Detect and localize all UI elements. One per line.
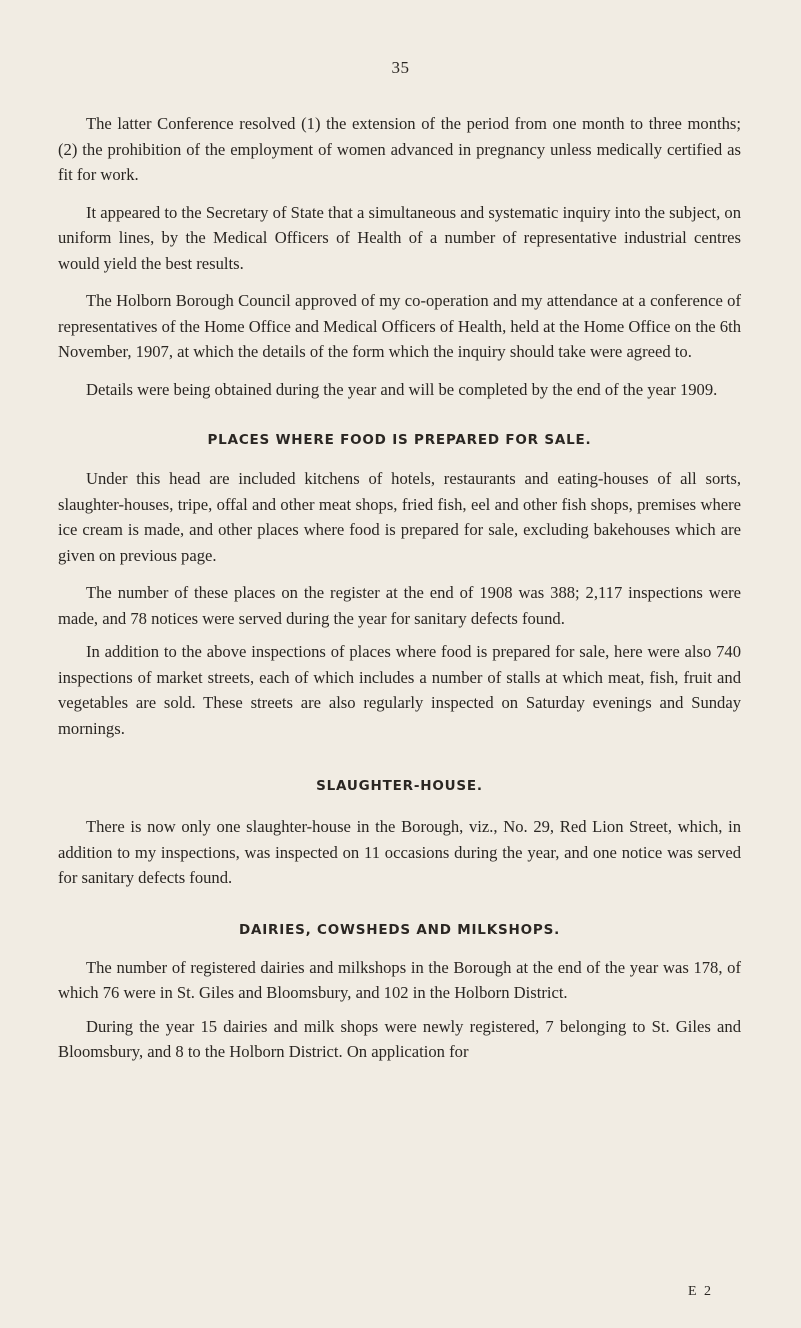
dairies-paragraph-1: The number of registered dairies and milkshops in the Borough at the end of the year was 178, of which 76 were in St. Giles and Bloomsbury, and 102 in the Holborn District. [58, 957, 741, 1002]
heading-slaughter-house: SLAUGHTER-HOUSE. [316, 778, 483, 794]
page-signature-mark: E 2 [688, 1284, 714, 1299]
slaughter-paragraph-1: There is now only one slaughter-house in the Borough, viz., No. 29, Red Lion Street, which, in addition to my inspections, was inspected on 11 occasions during the year, and one notice was served for sanitary defects found. [58, 817, 741, 887]
heading-dairies: DAIRIES, COWSHEDS AND MILKSHOPS. [238, 921, 561, 938]
food-paragraph-3: In addition to the above inspections of places where food is prepared for sale, here were also 740 inspections of market streets, each of which includes a number of stalls at which meat, fish, fruit and vegetables are sold. These streets are also regularly inspected on Saturday evenings and Sunday mornings. [58, 642, 741, 738]
intro-paragraph-1: The latter Conference resolved (1) the extension of the period from one month to three months; (2) the prohibition of the employment of women advanced in pregnancy unless medically certified as fit for work. [58, 114, 741, 184]
intro-paragraph-4: Details were being obtained during the year and will be completed by the end of the year 1909. [86, 379, 718, 399]
dairies-paragraph-2: During the year 15 dairies and milk shops were newly registered, 7 belonging to St. Giles and Bloomsbury, and 8 to the Holborn District. On application for [58, 1016, 741, 1061]
intro-paragraph-2: It appeared to the Secretary of State that a simultaneous and systematic inquiry into the subject, on uniform lines, by the Medical Officers of Health of a number of representative industrial centres would yield the best results. [58, 202, 741, 273]
page-number: 35 [391, 58, 410, 77]
heading-food-places: PLACES WHERE FOOD IS PREPARED FOR SALE. [207, 432, 592, 448]
food-paragraph-2: The number of these places on the register at the end of 1908 was 388; 2,117 inspections were made, and 78 notices were served during the year for sanitary defects found. [58, 583, 741, 628]
page-body [58, 111, 741, 1065]
intro-paragraph-3: The Holborn Borough Council approved of my co-operation and my attendance at a conference of representatives of the Home Office and Medical Officers of Health, held at the Home Office on the 6th November, 1907, at which the details of the form which the inquiry should take were agreed to. [58, 291, 741, 361]
food-paragraph-1: Under this head are included kitchens of hotels, restaurants and eating-houses of all sorts, slaughter-houses, tripe, offal and other meat shops, fried fish, eel and other fish shops, premises where ice cream is made, and other places where food is prepared for sale, excluding bakehouses which are given on previous page. [58, 469, 741, 565]
